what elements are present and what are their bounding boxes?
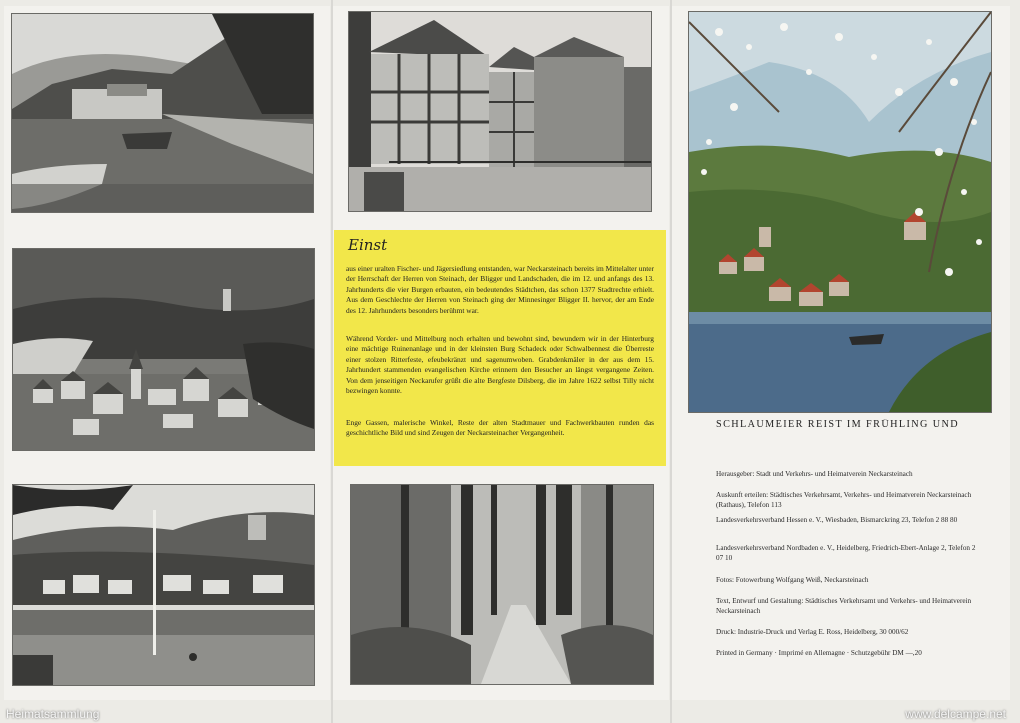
einst-paragraph-3: Enge Gassen, malerische Winkel, Reste der alten Stadtmauer und Fachwerkbauten runden das geschichtliche Bild und sind Zeugen der Neckarsteinacher Vergangenheit. — [346, 418, 654, 438]
einst-paragraph-1: aus einer uralten Fischer- und Jägersiedlung entstanden, war Neckarsteinach bereits im Mittelalter unter der Herrschaft der Herren von Steinach, der Bligger und Landschaden, die im 12. und anfangs des 13. Jahrhunderts die vier Burgen erbauten, ein bedeutendes Städtchen, das schon 1377 Stadtrechte erhielt. Aus dem Geschlechte der Herren von Steinach ging der Minnesinger Bligger II. hervor, der am Ende des 12. Jahrhunderts besonders berühmt war. — [346, 264, 654, 315]
photo-spring-blossoms — [688, 11, 992, 413]
imprint-nordbaden: Landesverkehrsverband Nordbaden e. V., Heidelberg, Friedrich-Ebert-Anlage 2, Telefon 2 07 10 — [716, 544, 976, 563]
imprint-print: Druck: Industrie-Druck und Verlag E. Ross, Heidelberg, 30 000/62 — [716, 628, 909, 636]
slogan-text: SCHLAUMEIER REIST IM FRÜHLING UND — [716, 419, 959, 430]
imprint-publisher: Herausgeber: Stadt und Verkehrs- und Heimatverein Neckarsteinach — [716, 470, 913, 478]
imprint-photos: Fotos: Fotowerbung Wolfgang Weiß, Neckarsteinach — [716, 576, 869, 584]
imprint-information: Auskunft erteilen: Städtisches Verkehrsamt, Verkehrs- und Heimatverein Neckarsteinach (Rathaus), Telefon 113 — [716, 491, 972, 510]
photo-village-panorama — [12, 248, 315, 451]
photo-half-timbered-houses — [348, 11, 652, 212]
watermark-left: Heimatsammlung — [6, 707, 100, 721]
imprint-hessen: Landesverkehrsverband Hessen e. V., Wiesbaden, Bismarckring 23, Telefon 2 88 80 — [716, 516, 958, 524]
einst-paragraph-2: Während Vorder- und Mittelburg noch erhalten und bewohnt sind, bewundern wir in der Hinterburg eine mächtige Ruinenanlage und in der kleinsten Burg Schadeck oder Schwalbennest die Überreste einer stolzen Ritterfeste, efeubekränzt und sagenumwoben. Grabdenkmäler in der aus dem 15. Jahrhundert stammenden evangelischen Kirche erinnern den Besucher an längst vergangene Zeiten. Von dem jenseitigen Neckarufer grüßt die alte Bergfeste Dilsberg, die im Jahre 1622 selbst Tilly nicht bezwingen konnte. — [346, 334, 654, 396]
photo-riverside-meadow — [12, 484, 315, 686]
einst-text-block — [334, 230, 666, 466]
fold-line-1 — [331, 0, 333, 723]
imprint-text-design: Text, Entwurf und Gestaltung: Städtisches Verkehrsamt und Verkehrs- und Heimatverein Neckarsteinach — [716, 597, 972, 616]
watermark-right: www.delcampe.net — [905, 707, 1006, 721]
fold-line-2 — [670, 0, 672, 723]
imprint-printed-in: Printed in Germany · Imprimé en Allemagne · Schutzgebühr DM —,20 — [716, 649, 922, 657]
photo-forest-path — [350, 484, 654, 685]
einst-heading: Einst — [348, 236, 388, 254]
photo-river-boats — [11, 13, 314, 213]
